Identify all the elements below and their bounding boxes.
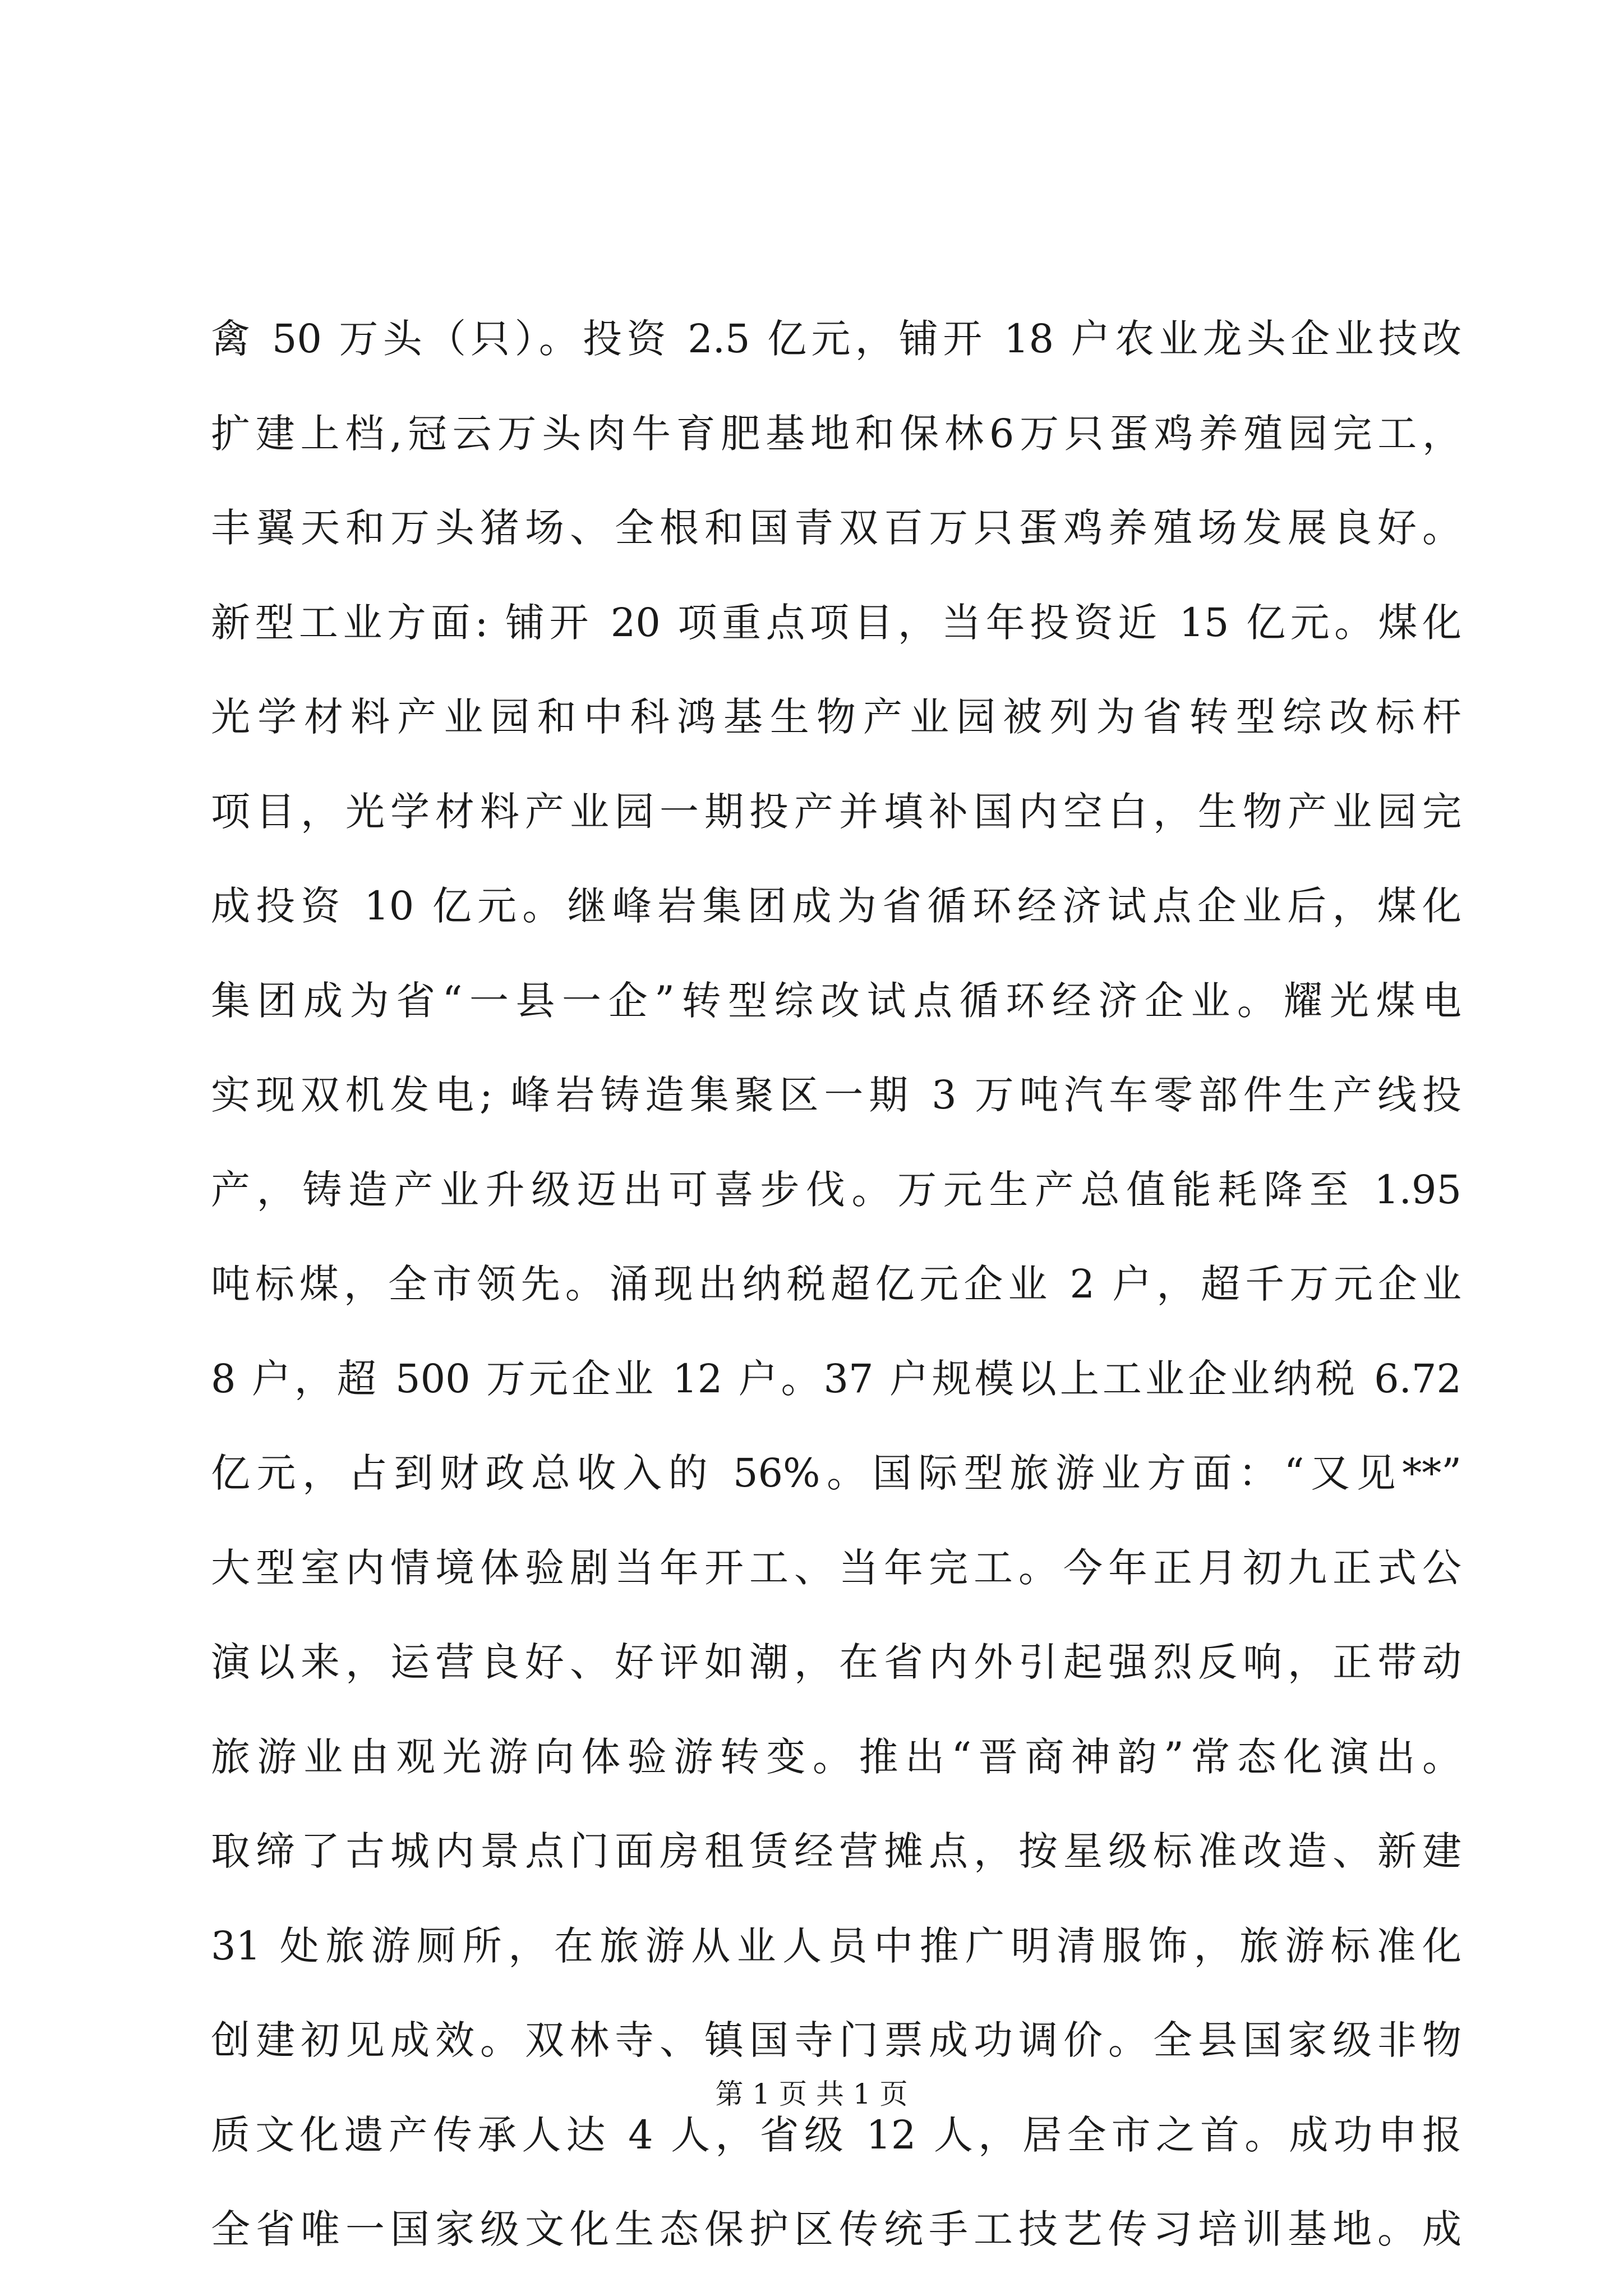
text-line: 大型室内情境体验剧当年开工、当年完工。今年正月初九正式公 [211, 1544, 1461, 1591]
text-line: 丰翼天和万头猪场、全根和国青双百万只蛋鸡养殖场发展良好。 [211, 505, 1461, 551]
text-line: 旅游业由观光游向体验游转变。推出“晋商神韵”常态化演出。 [211, 1733, 1461, 1780]
text-line: 演以来，运营良好、好评如潮，在省内外引起强烈反响，正带动 [211, 1639, 1461, 1685]
text-line: 新型工业方面: 铺开 20 项重点项目，当年投资近 15 亿元。煤化 [211, 599, 1461, 646]
text-line: 亿元，占到财政总收入的 56%。国际型旅游业方面：“又见**” [211, 1450, 1461, 1496]
text-line: 实现双机发电; 峰岩铸造集聚区一期 3 万吨汽车零部件生产线投 [211, 1072, 1461, 1118]
page-footer: 第 1 页 共 1 页 [715, 2078, 908, 2110]
text-line: 光学材料产业园和中科鸿基生物产业园被列为省转型综改标杆 [211, 694, 1461, 740]
text-line: 创建初见成效。双林寺、镇国寺门票成功调价。全县国家级非物 [211, 2017, 1461, 2063]
text-line: 吨标煤，全市领先。涌现出纳税超亿元企业 2 户，超千万元企业 [211, 1261, 1461, 1307]
text-line: 8 户，超 500 万元企业 12 户。37 户规模以上工业企业纳税 6.72 [211, 1355, 1461, 1402]
text-line: 取缔了古城内景点门面房租赁经营摊点，按星级标准改造、新建 [211, 1828, 1461, 1874]
text-line: 31 处旅游厕所，在旅游从业人员中推广明清服饰，旅游标准化 [211, 1922, 1461, 1969]
text-line: 扩建上档,冠云万头肉牛育肥基地和保林6万只蛋鸡养殖园完工， [211, 410, 1461, 457]
text-line: 项目，光学材料产业园一期投产并填补国内空白，生物产业园完 [211, 788, 1461, 835]
text-line: 全省唯一国家级文化生态保护区传统手工技艺传习培训基地。成 [211, 2206, 1461, 2252]
text-line: 质文化遗产传承人达 4 人，省级 12 人，居全市之首。成功申报 [211, 2111, 1461, 2158]
text-line: 禽 50 万头（只）。投资 2.5 亿元，铺开 18 户农业龙头企业技改 [211, 316, 1461, 362]
body-paragraph [211, 292, 1461, 2277]
text-line: 成投资 10 亿元。继峰岩集团成为省循环经济试点企业后，煤化 [211, 883, 1461, 929]
text-line: 产，铸造产业升级迈出可喜步伐。万元生产总值能耗降至 1.95 [211, 1166, 1461, 1213]
text-line: 集团成为省“一县一企”转型综改试点循环经济企业。耀光煤电 [211, 977, 1461, 1024]
